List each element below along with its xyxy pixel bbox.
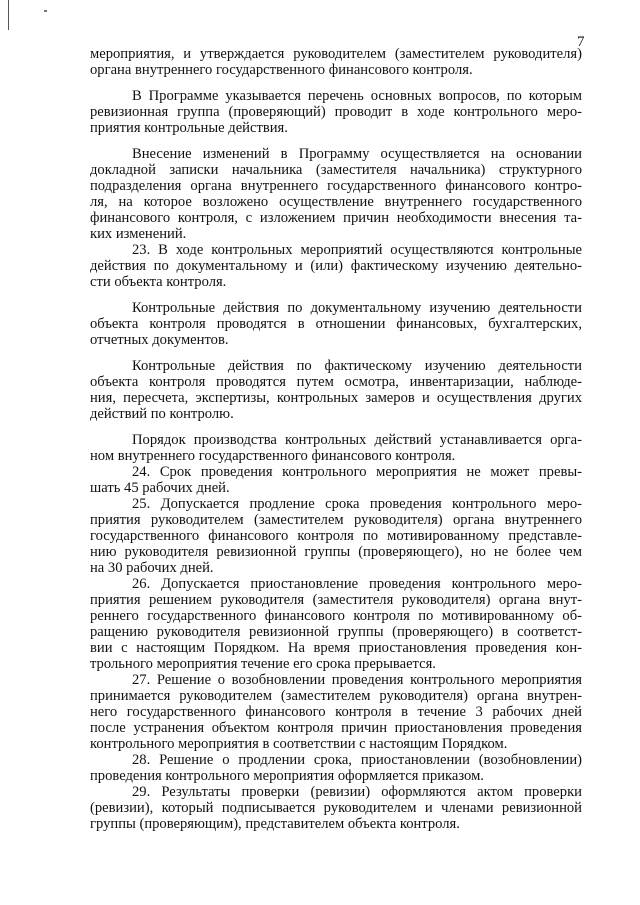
text-line: контрольного мероприятия в соответствии с настоящим Порядком. xyxy=(90,736,508,752)
paragraph-item-23 xyxy=(90,242,582,290)
text-line: 27. Решение о возобновлении проведения контрольного мероприятия xyxy=(132,672,582,688)
text-line: мероприятия, и утверждается руководителем (заместителем руководителя) xyxy=(90,46,582,62)
text-line: принимается руководителем (заместителем руководителя) органа внутрен- xyxy=(90,688,582,704)
text-line: приятия руководителем (заместителем руководителя) органа внутреннего xyxy=(90,512,582,528)
paragraph-item-24 xyxy=(90,464,582,496)
text-line: трольного мероприятия течение его срока прерывается. xyxy=(90,656,436,672)
text-line: 24. Срок проведения контрольного мероприятия не может превы- xyxy=(132,464,582,480)
text-line: на 30 рабочих дней. xyxy=(90,560,214,576)
text-line: Контрольные действия по документальному изучению деятельности xyxy=(132,300,582,316)
text-line: приятия контрольные действия. xyxy=(90,120,288,136)
text-line: Порядок производства контрольных действий устанавливается орга- xyxy=(132,432,582,448)
text-line: отчетных документов. xyxy=(90,332,229,348)
paragraph-item-26 xyxy=(90,576,582,672)
text-line: (ревизии), который подписывается руководителем и членами ревизионной xyxy=(90,800,582,816)
text-line: объекта контроля проводятся путем осмотра, инвентаризации, наблюде- xyxy=(90,374,582,390)
paragraph-program-changes xyxy=(90,146,582,242)
text-line: действия по документальному и (или) фактическому изучению деятельно- xyxy=(90,258,582,274)
paragraph-item-25 xyxy=(90,496,582,576)
paragraph-program-approval xyxy=(90,46,582,78)
text-line: приятия решением руководителя (заместителя руководителя) органа внут- xyxy=(90,592,582,608)
text-line: докладной записки начальника (заместителя начальника) структурного xyxy=(90,162,582,178)
paragraph-item-27 xyxy=(90,672,582,752)
text-line: ких изменений. xyxy=(90,226,187,242)
text-line: него государственного финансового контроля в течение 3 рабочих дней xyxy=(90,704,582,720)
text-line: проведения контрольного мероприятия оформляется приказом. xyxy=(90,768,484,784)
text-line: 25. Допускается продление срока проведения контрольного меро- xyxy=(132,496,582,512)
text-line: В Программе указывается перечень основных вопросов, по которым xyxy=(132,88,582,104)
text-line: 29. Результаты проверки (ревизии) оформляются актом проверки xyxy=(132,784,582,800)
page-number: 7 xyxy=(577,34,585,50)
paragraph-item-28 xyxy=(90,752,582,784)
scan-dot-mark xyxy=(44,10,47,12)
text-line: 28. Решение о продлении срока, приостановлении (возобновлении) xyxy=(132,752,582,768)
text-line: ревизионная группа (проверяющий) проводит в ходе контрольного меро- xyxy=(90,104,582,120)
text-line: действий по контролю. xyxy=(90,406,234,422)
text-line: ния, пересчета, экспертизы, контрольных замеров и осуществления других xyxy=(90,390,582,406)
text-line: ном внутреннего государственного финансового контроля. xyxy=(90,448,456,464)
text-line: объекта контроля проводятся в отношении финансовых, бухгалтерских, xyxy=(90,316,582,332)
text-line: нию руководителя ревизионной группы (проверяющего), но не более чем xyxy=(90,544,582,560)
paragraph-procedure-order xyxy=(90,432,582,464)
text-line: 26. Допускается приостановление проведения контрольного меро- xyxy=(132,576,582,592)
scan-edge-mark xyxy=(8,0,9,30)
paragraph-program-questions xyxy=(90,88,582,136)
text-line: подразделения органа внутреннего государственного финансового контро- xyxy=(90,178,582,194)
paragraph-documentary-study xyxy=(90,300,582,348)
text-line: ращению руководителя ревизионной группы (проверяющего) в соответст- xyxy=(90,624,582,640)
text-line: реннего государственного финансового контроля по мотивированному об- xyxy=(90,608,582,624)
document-body xyxy=(90,46,582,832)
text-line: шать 45 рабочих дней. xyxy=(90,480,230,496)
text-line: после устранения объектом контроля причин приостановления проведения xyxy=(90,720,582,736)
text-line: 23. В ходе контрольных мероприятий осуществляются контрольные xyxy=(132,242,582,258)
text-line: Внесение изменений в Программу осуществляется на основании xyxy=(132,146,582,162)
text-line: группы (проверяющим), представителем объекта контроля. xyxy=(90,816,460,832)
text-line: вии с настоящим Порядком. На время приостановления проведения кон- xyxy=(90,640,582,656)
text-line: сти объекта контроля. xyxy=(90,274,227,290)
text-line: государственного финансового контроля по мотивированному представле- xyxy=(90,528,582,544)
text-line: органа внутреннего государственного финансового контроля. xyxy=(90,62,473,78)
text-line: Контрольные действия по фактическому изучению деятельности xyxy=(132,358,582,374)
paragraph-item-29 xyxy=(90,784,582,832)
text-line: финансового контроля, с изложением причин необходимости внесения та- xyxy=(90,210,582,226)
text-line: ля, на которое возложено осуществление внутреннего государственного xyxy=(90,194,582,210)
paragraph-factual-study xyxy=(90,358,582,422)
